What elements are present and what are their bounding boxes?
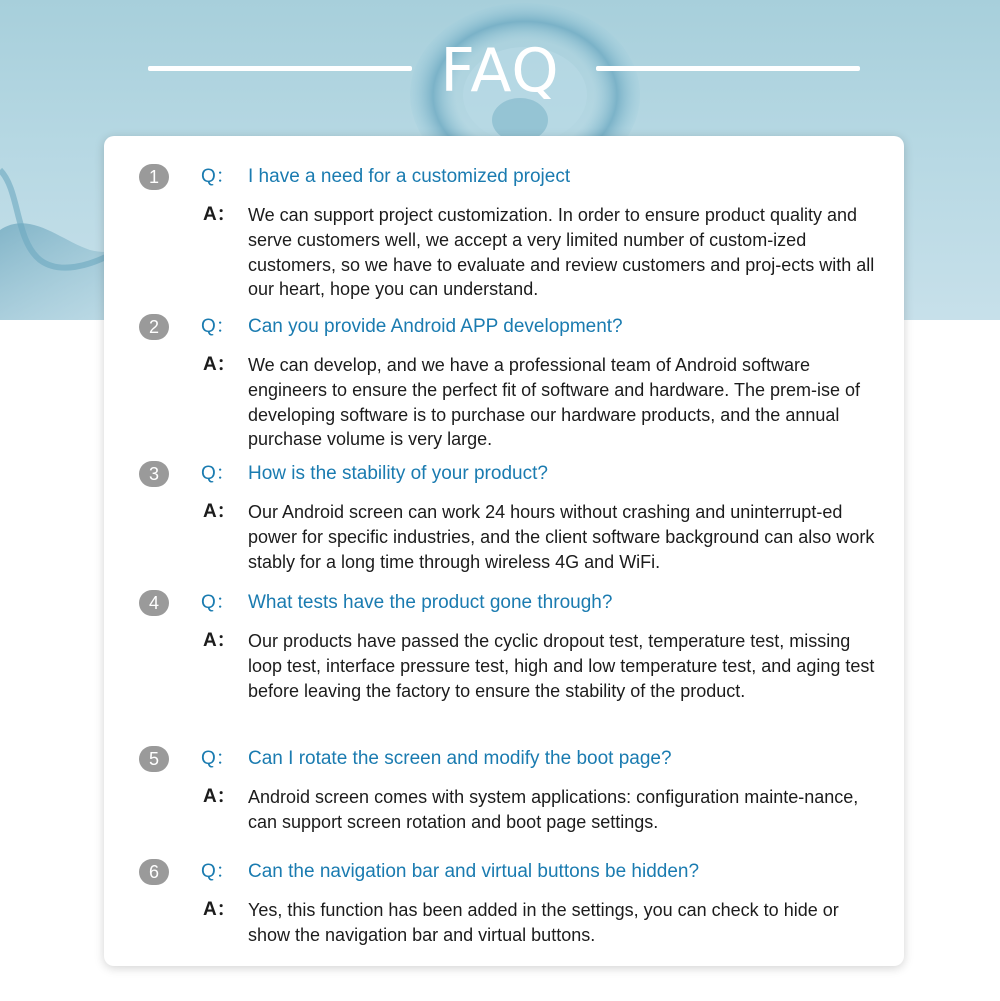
question-marker: Q： xyxy=(201,463,235,484)
question-marker: Q： xyxy=(201,316,235,337)
answer-marker: A： xyxy=(203,501,236,522)
item-number-badge: 5 xyxy=(139,746,169,772)
faq-card xyxy=(104,136,904,966)
answer-marker: A： xyxy=(203,630,236,651)
question-text: How is the stability of your product? xyxy=(248,463,548,484)
question-text: Can I rotate the screen and modify the boot page? xyxy=(248,748,672,769)
item-number-badge: 1 xyxy=(139,164,169,190)
question-marker: Q： xyxy=(201,748,235,769)
answer-text: Our products have passed the cyclic dropout test, temperature test, missing loop test, interface pressure test, high and low temperature test, and aging test before leaving the factory to ensure the stability of the product. xyxy=(248,631,875,701)
answer-marker: A： xyxy=(203,354,236,375)
question-text: Can you provide Android APP development? xyxy=(248,316,623,337)
question-text: What tests have the product gone through? xyxy=(248,592,613,613)
item-number-badge: 4 xyxy=(139,590,169,616)
item-number-badge: 3 xyxy=(139,461,169,487)
answer-text: Android screen comes with system applications: configuration mainte-nance, can support screen rotation and boot page settings. xyxy=(248,787,859,832)
answer-text: Our Android screen can work 24 hours without crashing and uninterrupt-ed power for specific industries, and the client software background can also work stably for a long time through wireless 4G and WiFi. xyxy=(248,502,875,572)
page-title: FAQ xyxy=(440,36,560,106)
answer-marker: A： xyxy=(203,786,236,807)
item-number-badge: 2 xyxy=(139,314,169,340)
item-number-badge: 6 xyxy=(139,859,169,885)
question-text: Can the navigation bar and virtual buttons be hidden? xyxy=(248,861,700,882)
answer-marker: A： xyxy=(203,899,236,920)
answer-text: We can develop, and we have a professional team of Android software engineers to ensure the perfect fit of software and hardware. The prem-ise of developing software is to purchase our hardware products, and the annual purchase volume is very large. xyxy=(248,355,860,450)
question-marker: Q： xyxy=(201,861,235,882)
question-marker: Q： xyxy=(201,166,235,187)
question-text: I have a need for a customized project xyxy=(248,166,571,187)
answer-marker: A： xyxy=(203,204,236,225)
answer-text: We can support project customization. In order to ensure product quality and serve customers well, we accept a very limited number of custom-ized customers, so we have to evaluate and review customers and proj-ects with all our heart, hope you can understand. xyxy=(248,205,875,300)
question-marker: Q： xyxy=(201,592,235,613)
answer-text: Yes, this function has been added in the settings, you can check to hide or show the navigation bar and virtual buttons. xyxy=(248,900,839,945)
